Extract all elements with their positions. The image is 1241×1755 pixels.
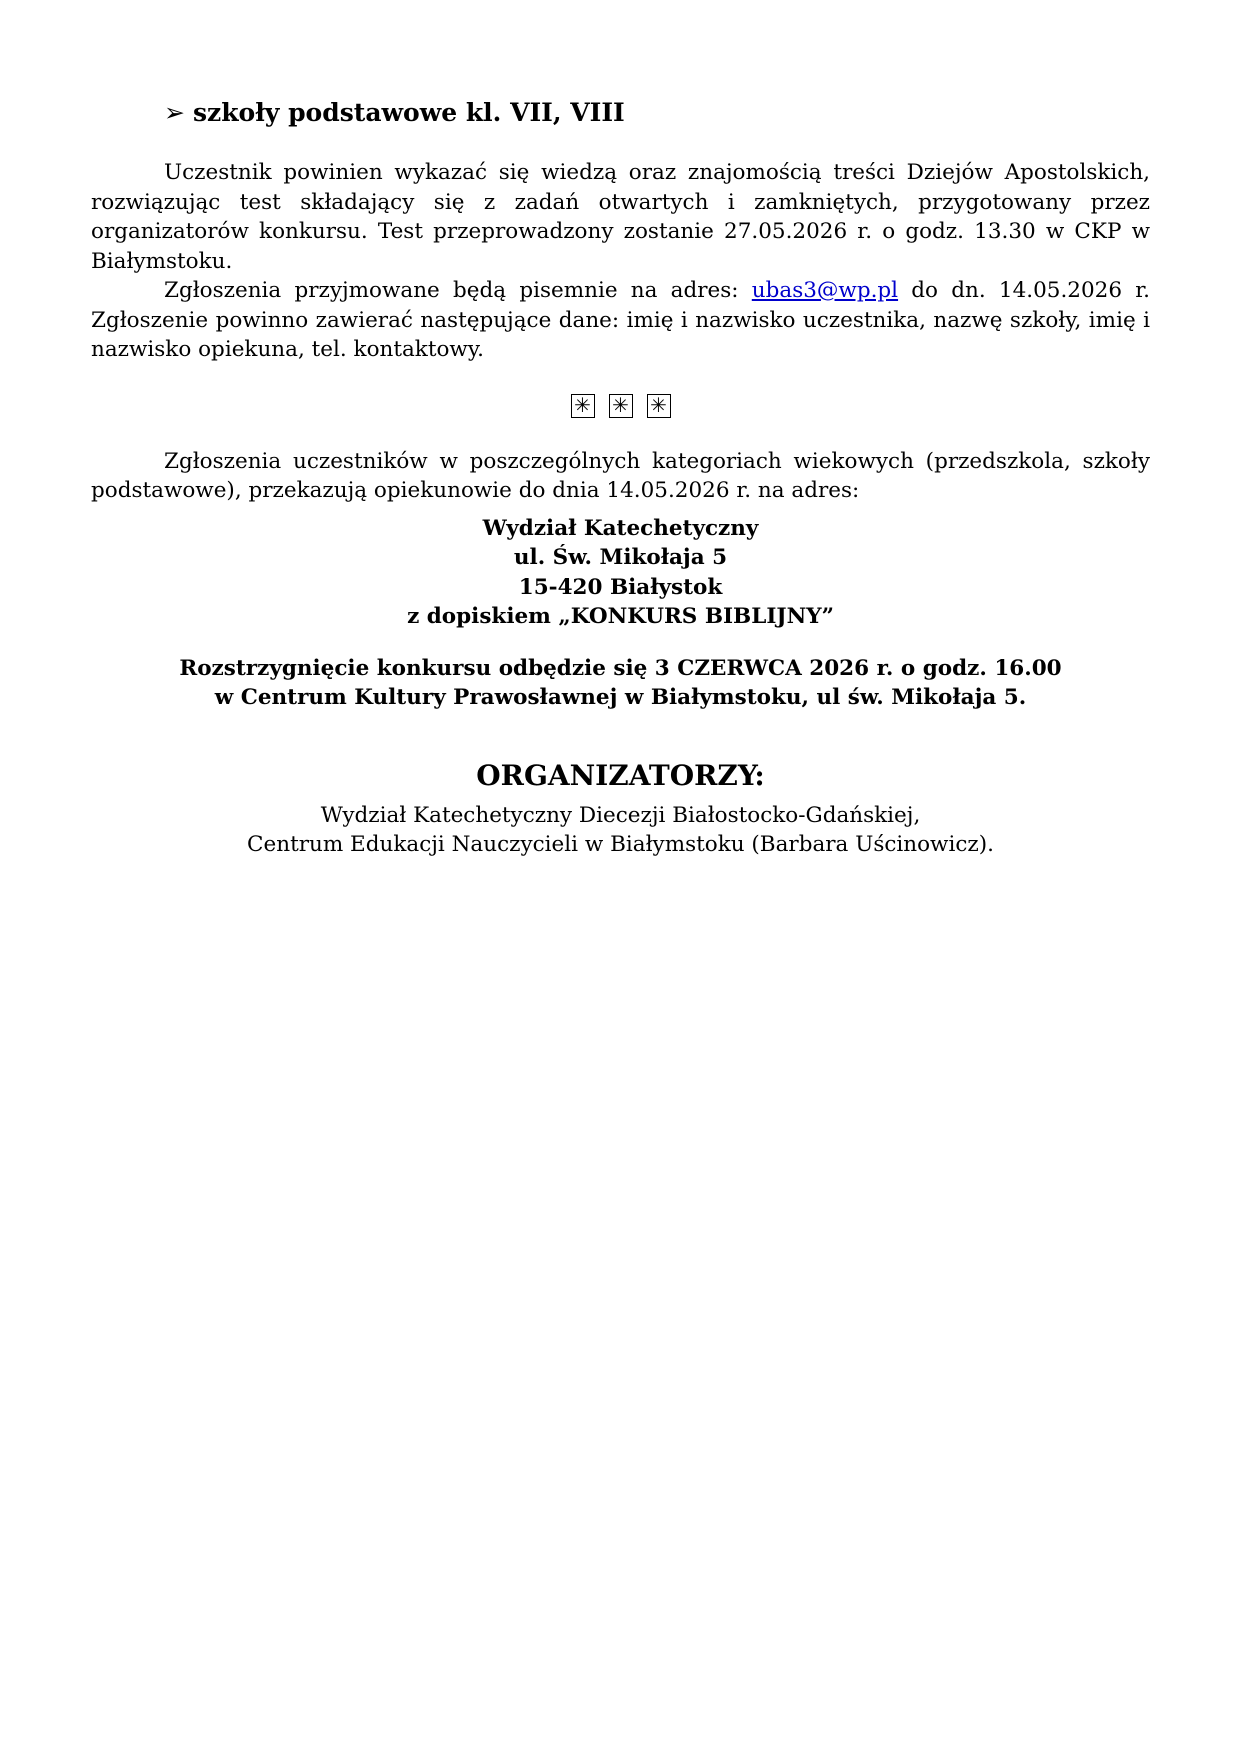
registration-text-before: Zgłoszenia przyjmowane będą pisemnie na adres: <box>164 278 752 303</box>
address-line: 15-420 Białystok <box>518 574 723 600</box>
resolution-line: w Centrum Kultury Prawosławnej w Białymstoku, ul św. Mikołaja 5. <box>214 685 1027 710</box>
address-line: Wydział Katechetyczny <box>482 515 759 541</box>
section-heading-text: szkoły podstawowe kl. VII, VIII <box>192 98 625 127</box>
resolution-announcement <box>91 654 1150 713</box>
section-separator <box>91 391 1150 421</box>
organizer-line: Wydział Katechetyczny Diecezji Białostocko-Gdańskiej, <box>320 802 921 828</box>
organizers-list <box>91 801 1150 860</box>
address-line: ul. Św. Mikołaja 5 <box>513 545 728 570</box>
resolution-line: Rozstrzygnięcie konkursu odbędzie się 3 CZERWCA 2026 r. o godz. 16.00 <box>179 655 1062 681</box>
arrow-bullet-icon: ➢ <box>164 98 185 127</box>
organizer-line: Centrum Edukacji Nauczycieli w Białymstoku (Barbara Uścinowicz). <box>247 832 994 857</box>
paragraph-test-info: Uczestnik powinien wykazać się wiedzą oraz znajomością treści Dziejów Apostolskich, rozwiązując test składający się z zadań otwartych i zamkniętych, przygotowany przez organizatorów konkursu. Test przeprowadzony zostanie 27.05.2026 r. o godz. 13.30 w CKP w Białymstoku. <box>91 160 1150 274</box>
organizers-title: ORGANIZATORZY: <box>476 758 765 792</box>
boxed-asterisk-icon: ✳ <box>571 394 595 418</box>
boxed-asterisk-icon: ✳ <box>647 394 671 418</box>
registration-text-after: do dn. 14.05.2026 r. Zgłoszenie powinno zawierać następujące dane: imię i nazwisko uczestnika, nazwę szkoły, imię i nazwisko opiekuna, tel. kontaktowy. <box>91 278 1151 362</box>
address-line: z dopiskiem „KONKURS BIBLIJNY” <box>407 604 834 629</box>
section-heading <box>164 96 1150 130</box>
paragraph-registration <box>91 276 1150 365</box>
boxed-asterisk-icon: ✳ <box>609 394 633 418</box>
mailing-address <box>91 514 1150 632</box>
email-link[interactable]: ubas3@wp.pl <box>751 278 899 303</box>
paragraph-submissions: Zgłoszenia uczestników w poszczególnych kategoriach wiekowych (przedszkola, szkoły podstawowe), przekazują opiekunowie do dnia 14.05.2026 r. na adres: <box>91 448 1150 503</box>
